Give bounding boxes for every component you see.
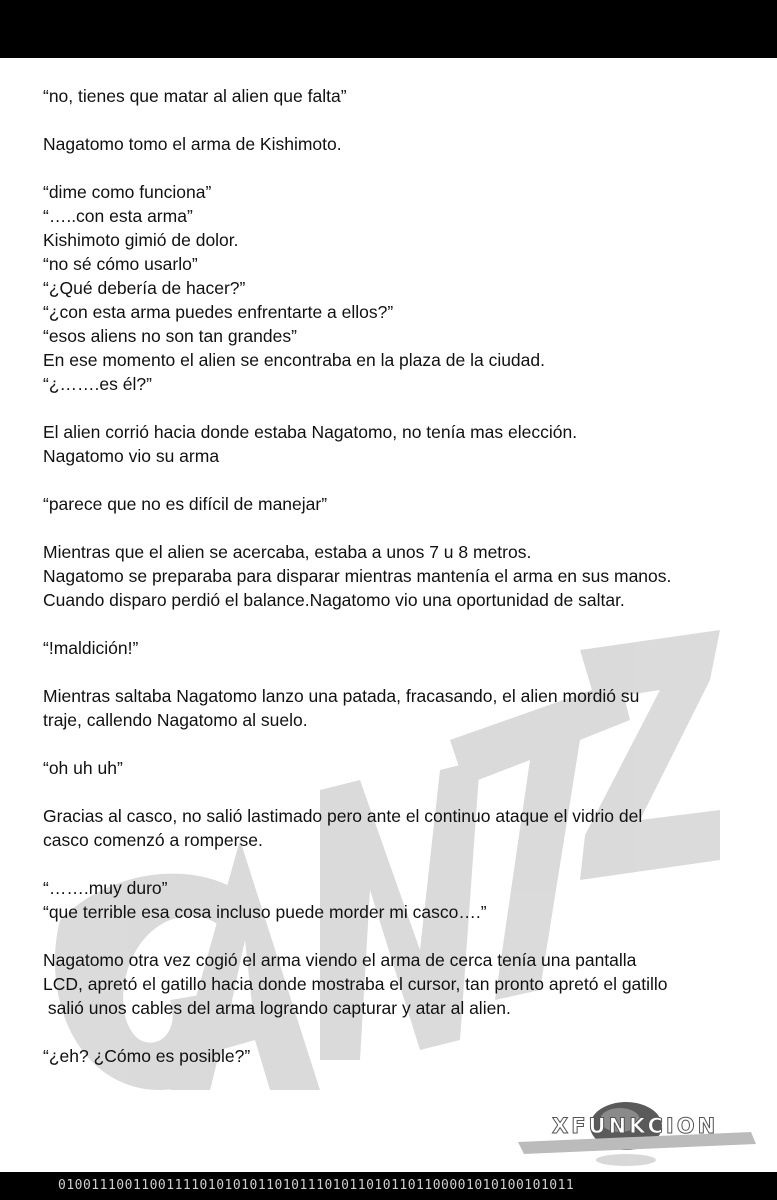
paragraph <box>43 492 763 516</box>
text-line: “¿Qué debería de hacer?” <box>43 278 246 298</box>
paragraph <box>43 420 763 468</box>
paragraph <box>43 948 763 1020</box>
text-line: “¿…….es él?” <box>43 374 152 394</box>
paragraph-gap <box>43 924 763 948</box>
text-line: “esos aliens no son tan grandes” <box>43 326 297 346</box>
document-body <box>43 84 763 1068</box>
text-line: Nagatomo otra vez cogió el arma viendo el arma de cerca tenía una pantalla <box>43 950 637 970</box>
text-line: Gracias al casco, no salió lastimado pero ante el continuo ataque el vidrio del <box>43 806 643 826</box>
text-line: casco comenzó a romperse. <box>43 830 263 850</box>
paragraph <box>43 1044 763 1068</box>
paragraph-gap <box>43 780 763 804</box>
xfunkcion-logo <box>516 1096 761 1176</box>
watermark-text: GANTZ <box>30 621 34 622</box>
text-line: “¿eh? ¿Cómo es posible?” <box>43 1046 251 1066</box>
text-line: “que terrible esa cosa incluso puede morder mi casco….” <box>43 902 487 922</box>
text-line: “…….muy duro” <box>43 878 168 898</box>
top-black-bar <box>0 0 777 58</box>
paragraph-gap <box>43 612 763 636</box>
text-line: El alien corrió hacia donde estaba Nagatomo, no tenía mas elección. <box>43 422 578 442</box>
paragraph <box>43 756 763 780</box>
paragraph-gap <box>43 660 763 684</box>
text-line: “dime como funciona” <box>43 182 212 202</box>
text-line: En ese momento el alien se encontraba en la plaza de la ciudad. <box>43 350 545 370</box>
paragraph-gap <box>43 516 763 540</box>
paragraph-gap <box>43 108 763 132</box>
text-line: “¿con esta arma puedes enfrentarte a ellos?” <box>43 302 394 322</box>
text-line: Cuando disparo perdió el balance.Nagatomo vio una oportunidad de saltar. <box>43 590 625 610</box>
paragraph-gap <box>43 1020 763 1044</box>
paragraph-gap <box>43 396 763 420</box>
paragraph <box>43 132 763 156</box>
paragraph-gap <box>43 156 763 180</box>
text-line: salió unos cables del arma logrando capturar y atar al alien. <box>43 998 511 1018</box>
paragraph-gap <box>43 732 763 756</box>
text-line: “parece que no es difícil de manejar” <box>43 494 328 514</box>
paragraph <box>43 84 763 108</box>
text-line: Mientras saltaba Nagatomo lanzo una patada, fracasando, el alien mordió su <box>43 686 640 706</box>
footer-binary-text: 01001110011001111010101011010111010110101101100001010100101011 <box>58 1178 575 1193</box>
text-line: traje, callendo Nagatomo al suelo. <box>43 710 308 730</box>
logo-text: XFUNKCION <box>552 1114 719 1138</box>
paragraph <box>43 180 763 396</box>
paragraph-gap <box>43 468 763 492</box>
paragraph <box>43 540 763 612</box>
text-line: “no, tienes que matar al alien que falta” <box>43 86 347 106</box>
text-line: “!maldición!” <box>43 638 139 658</box>
text-line: Nagatomo tomo el arma de Kishimoto. <box>43 134 342 154</box>
text-line: “oh uh uh” <box>43 758 123 778</box>
text-line: “…..con esta arma” <box>43 206 193 226</box>
text-line: Kishimoto gimió de dolor. <box>43 230 239 250</box>
text-line: Mientras que el alien se acercaba, estaba a unos 7 u 8 metros. <box>43 542 532 562</box>
paragraph <box>43 876 763 924</box>
paragraph <box>43 684 763 732</box>
text-line: LCD, apretó el gatillo hacia donde mostraba el cursor, tan pronto apretó el gatillo <box>43 974 668 994</box>
paragraph <box>43 804 763 852</box>
text-line: Nagatomo vio su arma <box>43 446 220 466</box>
paragraph-gap <box>43 852 763 876</box>
text-line: Nagatomo se preparaba para disparar mientras mantenía el arma en sus manos. <box>43 566 672 586</box>
bottom-black-bar <box>0 1172 777 1200</box>
text-line: “no sé cómo usarlo” <box>43 254 198 274</box>
paragraph <box>43 636 763 660</box>
